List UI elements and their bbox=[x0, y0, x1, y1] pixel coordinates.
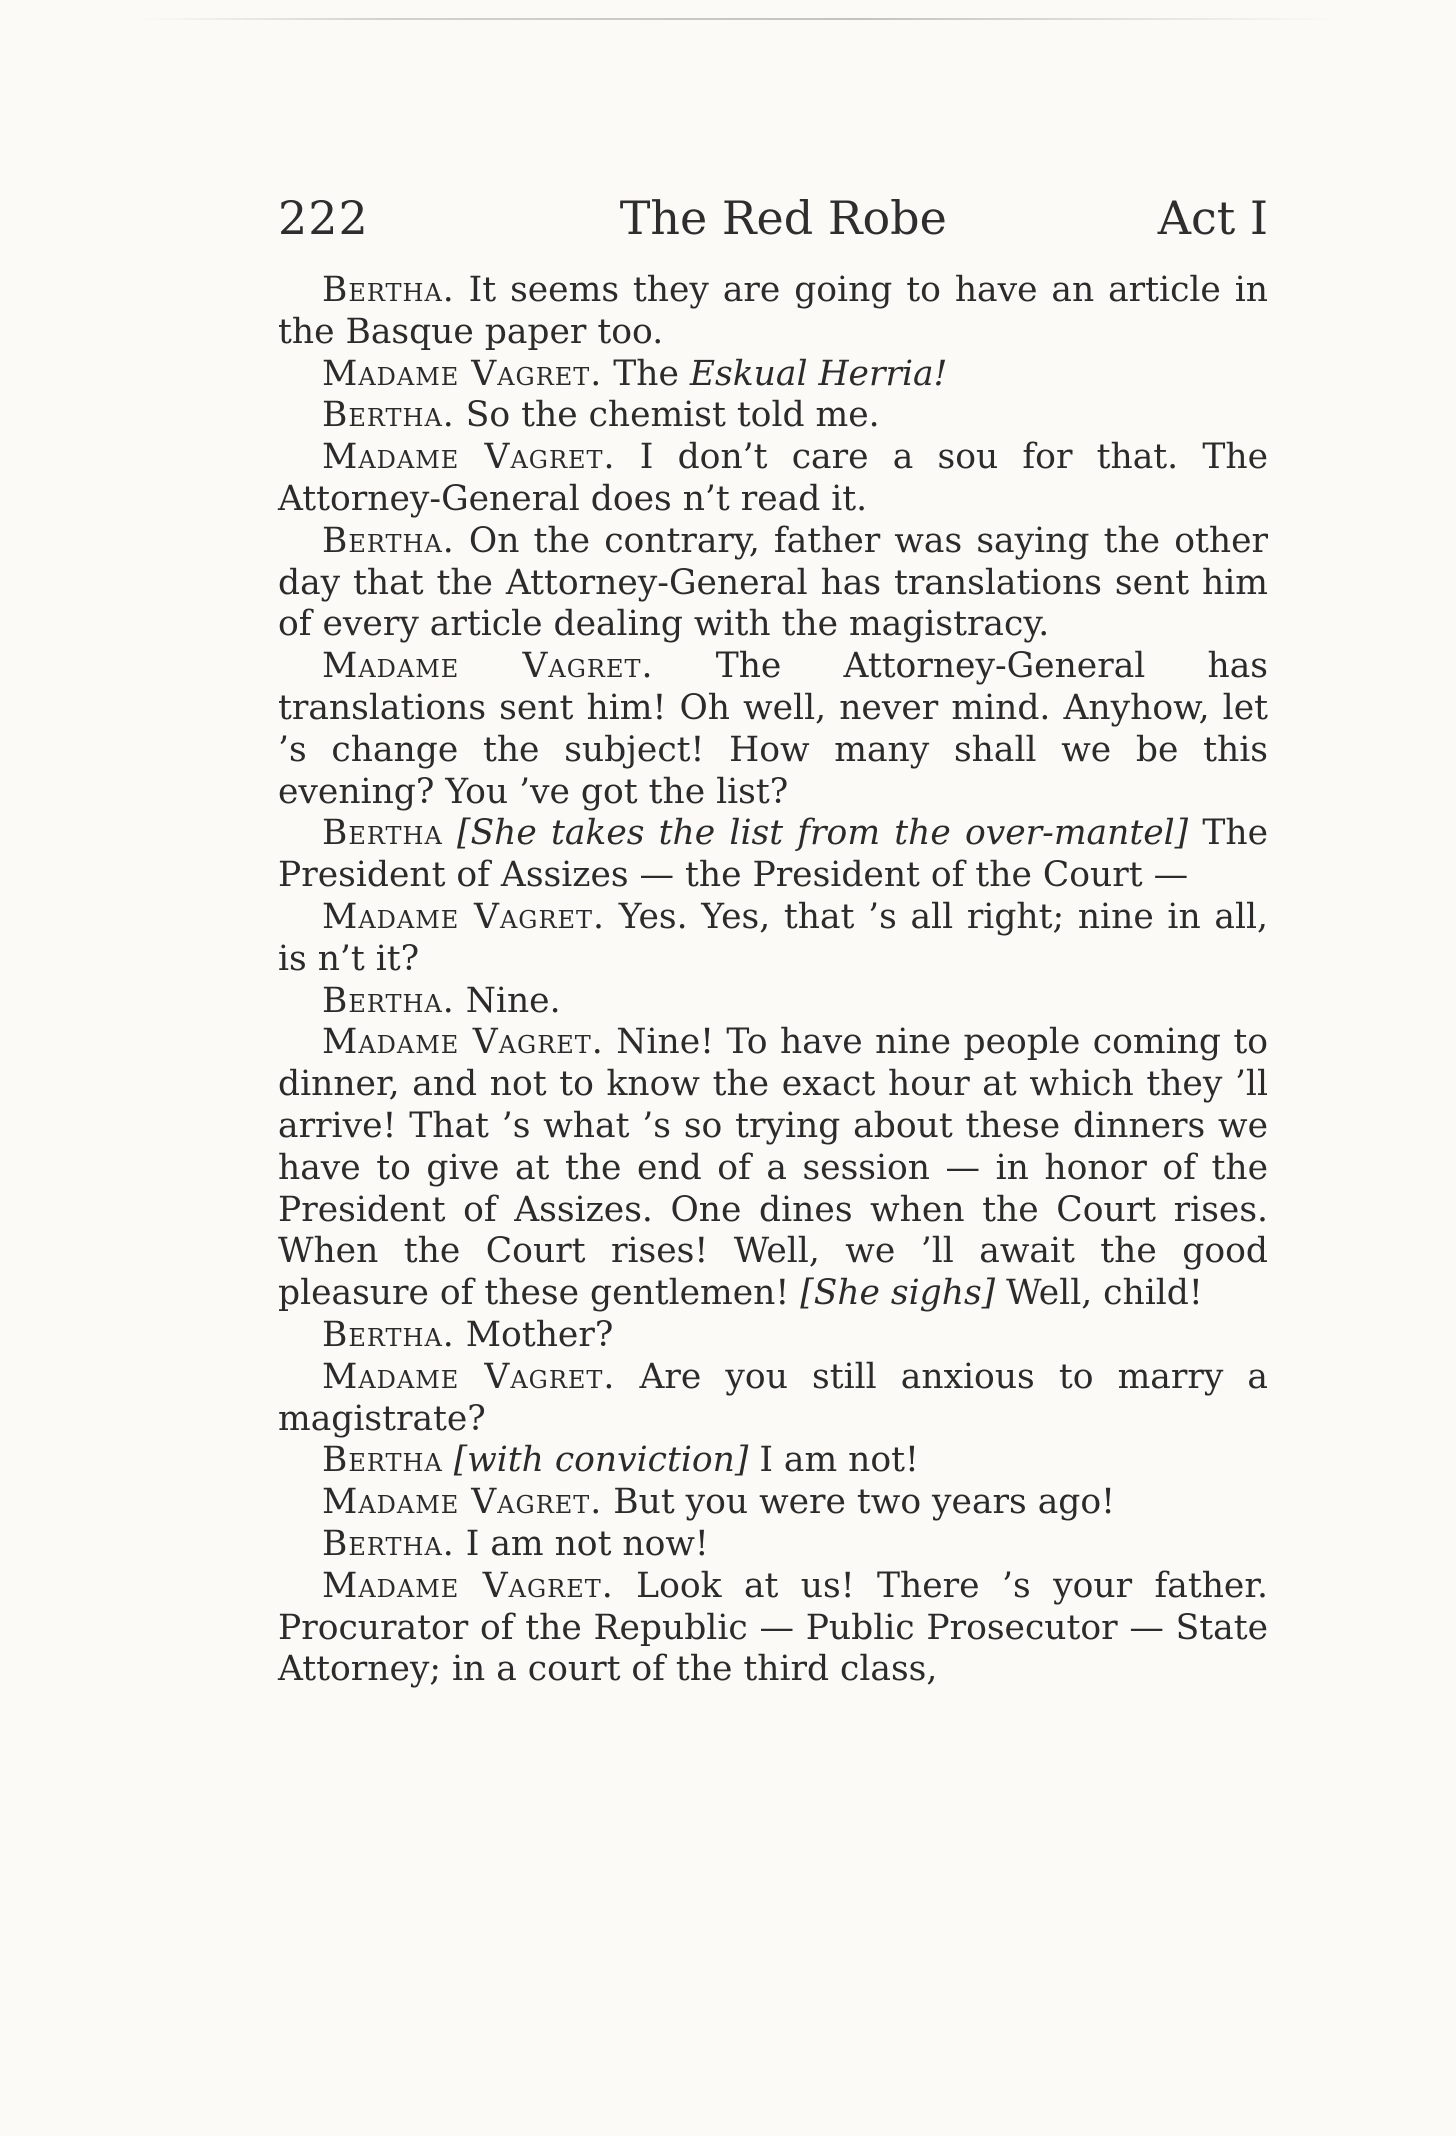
stage-direction: [with conviction] bbox=[453, 1440, 749, 1481]
speaker-name: Bertha. bbox=[322, 1314, 455, 1355]
speech-text: I don’t care a sou for that. The Attorney-General does n’t read it. bbox=[278, 437, 1269, 519]
speech-text: The President of Assizes — the President of the Court — bbox=[278, 813, 1268, 896]
speech-text: The Attorney-General has translations sent him! Oh well, never mind. Anyhow, let ’s change the subject! How many shall we be this evening? You ’ve got the list? bbox=[278, 646, 1268, 812]
speech bbox=[278, 395, 1268, 437]
speech bbox=[278, 1566, 1268, 1691]
speech-text: But you were two years ago! bbox=[613, 1482, 1115, 1523]
speaker-name: Madame Vagret. bbox=[322, 1565, 614, 1606]
speaker-name: Madame Vagret. bbox=[322, 353, 603, 394]
speech-text: I am not! bbox=[759, 1440, 919, 1481]
speech-text: Nine! To have nine people coming to dinner, and not to know the exact hour at which they ’ll arrive! That ’s what ’s so trying about these dinners we have to give at the end of a session — in honor of the President of Assizes. One dines when the Court rises. When the Court rises! Well, we ’ll await the good pleasure of these gentlemen! bbox=[278, 1022, 1269, 1314]
speaker-name: Madame Vagret. bbox=[322, 437, 616, 478]
speech bbox=[278, 1440, 1268, 1482]
speaker-name: Bertha. bbox=[322, 395, 455, 436]
speech bbox=[278, 1315, 1268, 1357]
speech bbox=[278, 521, 1268, 646]
speech bbox=[278, 813, 1268, 897]
speaker-name: Bertha. bbox=[322, 1523, 455, 1564]
speaker-name: Bertha. bbox=[322, 270, 455, 310]
speech bbox=[278, 1482, 1268, 1524]
speech-text-continued: Well, child! bbox=[1006, 1273, 1203, 1314]
speech bbox=[278, 437, 1268, 521]
speech bbox=[278, 1022, 1268, 1315]
speech-text: Look at us! There ’s your father. Procurator of the Republic — Public Prosecutor — State Attorney; in a court of the third class, bbox=[278, 1565, 1268, 1690]
book-page bbox=[278, 190, 1268, 1691]
speech bbox=[278, 897, 1268, 981]
page-number: 222 bbox=[278, 191, 369, 245]
speech-text: Nine. bbox=[465, 980, 561, 1021]
speaker-name: Madame Vagret. bbox=[322, 896, 606, 937]
stage-direction: [She takes the list from the over-mantel] bbox=[457, 813, 1189, 854]
scan-artifact-line bbox=[140, 18, 1340, 20]
speech bbox=[278, 1524, 1268, 1566]
speech-text: The bbox=[613, 353, 690, 394]
speech bbox=[278, 270, 1268, 354]
speech bbox=[278, 1357, 1268, 1441]
speech-text: Are you still anxious to marry a magistrate? bbox=[278, 1356, 1268, 1439]
speech-emphasis: Eskual Herria! bbox=[689, 353, 948, 394]
speech bbox=[278, 981, 1268, 1023]
book-title: The Red Robe bbox=[619, 191, 947, 245]
speaker-name: Bertha. bbox=[322, 520, 455, 561]
speech-text: Mother? bbox=[465, 1314, 614, 1355]
running-header bbox=[278, 190, 1268, 270]
speech-text: On the contrary, father was saying the other day that the Attorney-General has translations sent him of every article dealing with the magistracy. bbox=[278, 520, 1268, 645]
act-label: Act I bbox=[1157, 191, 1268, 245]
speech bbox=[278, 646, 1268, 813]
speaker-name: Bertha bbox=[322, 813, 443, 854]
speech-text: So the chemist told me. bbox=[465, 395, 880, 436]
speech-text: It seems they are going to have an article in the Basque paper too. bbox=[278, 270, 1268, 352]
speech-text: I am not now! bbox=[465, 1523, 709, 1564]
speech-text: Yes. Yes, that ’s all right; nine in all, is n’t it? bbox=[278, 896, 1268, 979]
speaker-name: Madame Vagret. bbox=[322, 1356, 616, 1397]
speaker-name: Madame Vagret. bbox=[322, 1482, 603, 1523]
speech bbox=[278, 354, 1268, 396]
speaker-name: Madame Vagret. bbox=[322, 646, 654, 687]
speaker-name: Madame Vagret. bbox=[322, 1022, 604, 1063]
stage-direction: [She sighs] bbox=[800, 1273, 996, 1314]
speaker-name: Bertha bbox=[322, 1440, 443, 1481]
play-text bbox=[278, 270, 1268, 1691]
speaker-name: Bertha. bbox=[322, 980, 455, 1021]
